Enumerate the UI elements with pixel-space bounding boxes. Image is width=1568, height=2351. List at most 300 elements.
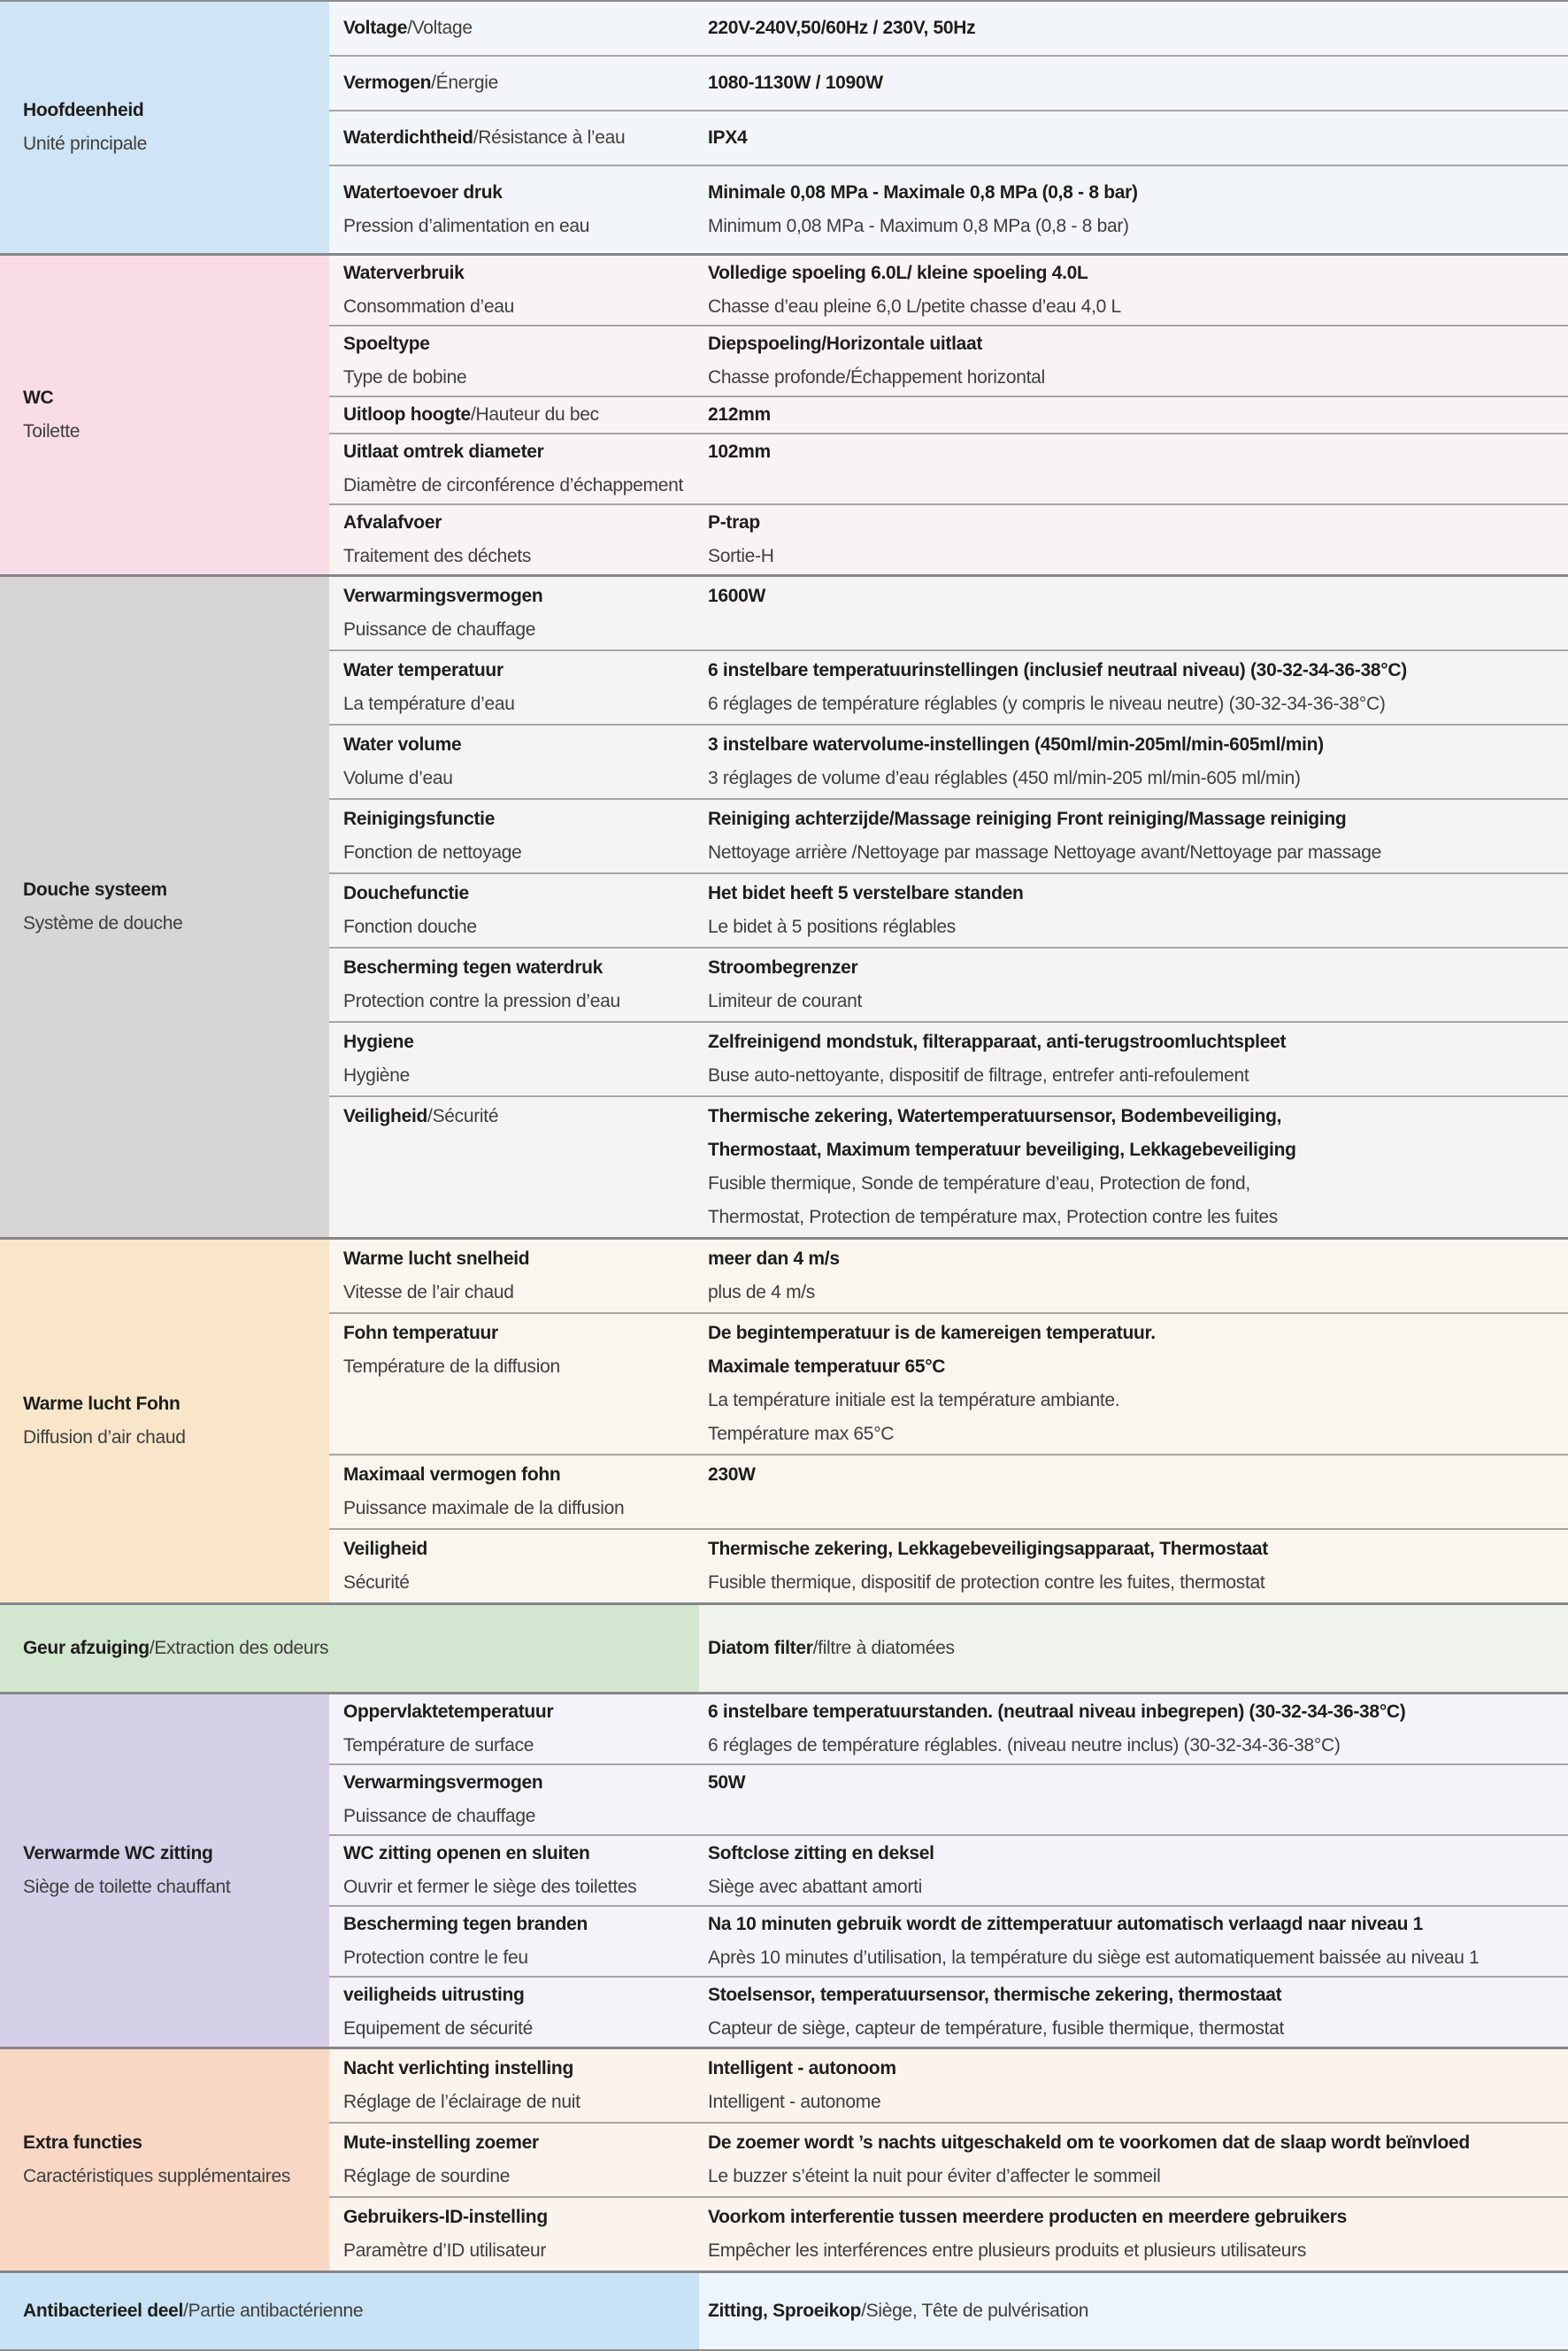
property-line <box>343 210 699 243</box>
text-segment: Siège de toilette chauffant <box>23 1877 231 1897</box>
property-cell <box>329 877 699 944</box>
value-line <box>708 121 1568 155</box>
value-line <box>708 1566 1568 1600</box>
value-cell <box>699 1766 1568 1833</box>
value-line <box>708 688 1568 721</box>
text-segment: Système de douche <box>23 913 183 933</box>
section-label <box>0 1694 329 2047</box>
text-segment: Après 10 minutes d’utilisation, la température du siège est automatiquement baissée au niveau 1 <box>708 1948 1480 1968</box>
text-segment: Warme lucht Fohn <box>23 1394 181 1414</box>
property-line <box>343 290 699 324</box>
text-segment: veiligheids uitrusting <box>343 1985 525 2005</box>
section-verwarmde-wc-zitting <box>0 1692 1568 2047</box>
text-segment: 212mm <box>708 404 771 425</box>
text-segment: /filtre à diatomées <box>812 1638 955 1658</box>
value-cell <box>699 2052 1568 2119</box>
value-line <box>708 1317 1568 1350</box>
value-line <box>708 1133 1568 1167</box>
text-segment: De zoemer wordt ’s nachts uitgeschakeld om te voorkomen dat de slaap wordt beïnvloed <box>708 2132 1470 2153</box>
property-line <box>343 1978 699 2012</box>
section-warme-lucht-fohn <box>0 1237 1568 1602</box>
text-segment: Warme lucht snelheid <box>343 1248 530 1269</box>
property-line <box>343 580 699 613</box>
property-line <box>343 435 699 469</box>
text-segment: Intelligent - autonoom <box>708 2058 896 2078</box>
text-segment: Protection contre la pression d’eau <box>343 991 620 1011</box>
property-line <box>343 877 699 910</box>
text-segment: Vitesse de l’air chaud <box>343 1282 514 1302</box>
property-cell <box>329 1695 699 1763</box>
text-segment: Sortie-H <box>708 546 774 566</box>
text-segment: meer dan 4 m/s <box>708 1248 840 1269</box>
value-line <box>708 1201 1568 1234</box>
value-line <box>708 1100 1568 1133</box>
value-cell <box>699 2201 1568 2268</box>
section-rows <box>329 577 1568 1237</box>
value-line <box>708 435 1568 469</box>
value-line <box>708 290 1568 324</box>
value-line <box>708 210 1568 243</box>
value-line <box>708 1908 1568 1941</box>
value-line <box>708 66 1568 100</box>
text-segment: P-trap <box>708 512 760 533</box>
property-cell <box>329 728 699 795</box>
spec-row <box>329 1528 1568 1602</box>
value-line <box>708 1418 1568 1451</box>
section-title-line <box>23 1632 328 1665</box>
section-label <box>0 2049 329 2270</box>
section-rows <box>329 256 1568 574</box>
value-line <box>708 951 1568 985</box>
value-line <box>708 398 1568 432</box>
text-segment: Stroombegrenzer <box>708 957 858 978</box>
text-segment: WC zitting openen en sluiten <box>343 1843 590 1863</box>
spec-row <box>329 325 1568 396</box>
text-segment: Antibacterieel deel <box>23 2301 184 2321</box>
text-segment: Intelligent - autonome <box>708 2092 881 2112</box>
property-line <box>343 951 699 985</box>
text-segment: Pression d’alimentation en eau <box>343 216 590 236</box>
value-line <box>708 2086 1568 2119</box>
spec-row <box>329 1694 1568 1763</box>
property-line <box>343 121 699 155</box>
text-segment: Limiteur de courant <box>708 991 863 1011</box>
section-title-line <box>23 1387 329 1421</box>
property-line <box>343 1566 699 1600</box>
text-segment: Waterverbruik <box>343 263 465 283</box>
value-line <box>708 1837 1568 1871</box>
value-line <box>708 836 1568 870</box>
property-line <box>343 2234 699 2268</box>
property-line <box>343 1766 699 1800</box>
spec-row <box>329 1312 1568 1454</box>
value-line <box>708 1242 1568 1276</box>
value-cell <box>699 327 1568 395</box>
property-cell <box>329 398 699 432</box>
value-cell <box>699 877 1568 944</box>
value-cell <box>699 1533 1568 1600</box>
value-cell <box>699 1695 1568 1763</box>
text-segment: Puissance de chauffage <box>343 619 536 640</box>
text-segment: Spoeltype <box>343 334 430 354</box>
text-segment: Fonction douche <box>343 917 477 937</box>
text-segment: Diatom filter <box>708 1638 813 1658</box>
section-label <box>0 256 329 574</box>
value-line <box>708 2294 1088 2328</box>
text-segment: Reiniging achterzijde/Massage reiniging Front reiniging/Massage reiniging <box>708 809 1347 829</box>
text-segment: Température max 65°C <box>708 1424 895 1444</box>
text-segment: La température initiale est la température ambiante. <box>708 1390 1120 1410</box>
property-cell <box>329 803 699 870</box>
band-value-cell <box>699 2273 1568 2349</box>
value-line <box>708 580 1568 613</box>
text-segment: /Énergie <box>431 73 498 93</box>
text-segment: Sécurité <box>343 1572 410 1593</box>
property-cell <box>329 1242 699 1310</box>
section-rows <box>329 2049 1568 2270</box>
property-cell <box>329 1100 699 1234</box>
property-cell <box>329 176 699 243</box>
text-segment: 1600W <box>708 586 766 606</box>
text-segment: Thermostaat, Maximum temperatuur beveiliging, Lekkagebeveiliging <box>708 1140 1296 1160</box>
text-segment: Le bidet à 5 positions réglables <box>708 917 956 937</box>
property-line <box>343 1941 699 1975</box>
spec-row <box>329 1240 1568 1312</box>
section-geur-afzuiging <box>0 1602 1568 1692</box>
value-line <box>708 1729 1568 1763</box>
text-segment: Ouvrir et fermer le siège des toilettes <box>343 1877 637 1897</box>
property-cell <box>329 1837 699 1904</box>
spec-row <box>329 798 1568 872</box>
property-line <box>343 2126 699 2160</box>
property-cell <box>329 121 699 155</box>
text-segment: Zitting, Sproeikop <box>708 2301 862 2321</box>
spec-row <box>329 724 1568 798</box>
value-line <box>708 1533 1568 1566</box>
value-line <box>708 1276 1568 1310</box>
text-segment: Geur afzuiging <box>23 1638 150 1658</box>
value-line <box>708 506 1568 540</box>
text-segment: Waterdichtheid <box>343 127 473 148</box>
section-title-line <box>23 94 329 127</box>
property-cell <box>329 580 699 647</box>
value-line <box>708 176 1568 210</box>
property-cell <box>329 2126 699 2193</box>
text-segment: /Sécurité <box>427 1106 499 1126</box>
section-title-line <box>23 1421 329 1455</box>
property-line <box>343 1908 699 1941</box>
property-cell <box>329 1026 699 1093</box>
property-cell <box>329 1317 699 1451</box>
text-segment: 230W <box>708 1464 756 1485</box>
text-segment: Type de bobine <box>343 367 467 388</box>
property-line <box>343 2012 699 2046</box>
text-segment: Bescherming tegen waterdruk <box>343 957 603 978</box>
text-segment: /Siège, Tête de pulvérisation <box>861 2301 1089 2321</box>
text-segment: /Hauteur du bec <box>470 404 599 425</box>
spec-row <box>329 1905 1568 1976</box>
text-segment: Hygiene <box>343 1032 414 1052</box>
text-segment: Minimale 0,08 MPa - Maximale 0,8 MPa (0,8 - 8 bar) <box>708 182 1138 203</box>
text-segment: Mute-instelling zoemer <box>343 2132 539 2153</box>
spec-row <box>329 2 1568 55</box>
text-segment: Gebruikers-ID-instelling <box>343 2207 548 2227</box>
property-line <box>343 836 699 870</box>
text-segment: 6 instelbare temperatuurinstellingen (inclusief neutraal niveau) (30-32-34-36-38°C) <box>708 660 1407 680</box>
text-segment: 50W <box>708 1772 746 1793</box>
spec-row <box>329 2196 1568 2270</box>
property-line <box>343 1059 699 1093</box>
text-segment: /Voltage <box>407 18 473 38</box>
text-segment: Maximale temperatuur 65°C <box>708 1356 946 1377</box>
value-cell <box>699 951 1568 1018</box>
text-segment: Hoofdeenheid <box>23 100 144 120</box>
section-wc <box>0 253 1568 574</box>
value-line <box>708 1871 1568 1904</box>
property-line <box>343 1242 699 1276</box>
text-segment: Verwarmde WC zitting <box>23 1843 213 1863</box>
property-cell <box>329 1533 699 1600</box>
spec-row <box>329 55 1568 110</box>
text-segment: Fohn temperatuur <box>343 1323 498 1343</box>
value-line <box>708 1941 1568 1975</box>
spec-row <box>329 503 1568 574</box>
band-label-cell <box>0 1605 699 1692</box>
property-cell <box>329 1978 699 2046</box>
text-segment: Empêcher les interférences entre plusieurs produits et plusieurs utilisateurs <box>708 2240 1307 2261</box>
spec-row <box>329 1095 1568 1237</box>
section-rows <box>329 1240 1568 1602</box>
property-line <box>343 398 699 432</box>
text-segment: Fonction de nettoyage <box>343 842 522 863</box>
section-rows <box>329 2 1568 253</box>
section-rows <box>329 1694 1568 2047</box>
value-line <box>708 762 1568 795</box>
section-label <box>0 2 329 253</box>
text-segment: Chasse d’eau pleine 6,0 L/petite chasse d’eau 4,0 L <box>708 296 1121 317</box>
spec-row <box>329 1976 1568 2047</box>
property-cell <box>329 951 699 1018</box>
value-line <box>708 1026 1568 1059</box>
text-segment: 3 instelbare watervolume-instellingen (450ml/min-205ml/min-605ml/min) <box>708 734 1324 755</box>
property-line <box>343 1695 699 1729</box>
property-line <box>343 2201 699 2234</box>
text-segment: Réglage de l’éclairage de nuit <box>343 2092 580 2112</box>
text-segment: Thermostat, Protection de température max, Protection contre les fuites <box>708 1207 1279 1227</box>
property-line <box>343 2086 699 2119</box>
text-segment: WC <box>23 388 54 408</box>
section-title-line <box>23 127 329 161</box>
property-line <box>343 66 699 100</box>
text-segment: IPX4 <box>708 127 748 148</box>
value-cell <box>699 12 1568 45</box>
property-cell <box>329 327 699 395</box>
property-line <box>343 910 699 944</box>
text-segment: Toilette <box>23 421 81 442</box>
spec-row <box>329 256 1568 325</box>
text-segment: Puissance maximale de la diffusion <box>343 1498 625 1518</box>
text-segment: Thermische zekering, Lekkagebeveiligingsapparaat, Thermostaat <box>708 1539 1268 1559</box>
property-cell <box>329 2052 699 2119</box>
value-line <box>708 877 1568 910</box>
spec-row <box>329 1021 1568 1095</box>
text-segment: Température de la diffusion <box>343 1356 560 1377</box>
value-line <box>708 2160 1568 2193</box>
property-cell <box>329 257 699 324</box>
text-segment: Het bidet heeft 5 verstelbare standen <box>708 883 1024 903</box>
value-line <box>708 2012 1568 2046</box>
text-segment: /Résistance à l’eau <box>473 127 626 148</box>
text-segment: Softclose zitting en deksel <box>708 1843 934 1863</box>
value-line <box>708 1766 1568 1800</box>
value-cell <box>699 257 1568 324</box>
property-line <box>343 2160 699 2193</box>
property-cell <box>329 66 699 100</box>
property-line <box>343 176 699 210</box>
text-segment: Réglage de sourdine <box>343 2166 511 2186</box>
value-cell <box>699 1317 1568 1451</box>
spec-row <box>329 433 1568 503</box>
text-segment: Verwarmingsvermogen <box>343 1772 543 1793</box>
property-line <box>343 469 699 503</box>
property-line <box>343 506 699 540</box>
value-cell <box>699 435 1568 503</box>
value-line <box>708 728 1568 762</box>
text-segment: Puissance de chauffage <box>343 1806 536 1826</box>
text-segment: Maximaal vermogen fohn <box>343 1464 561 1485</box>
text-segment: Oppervlaktetemperatuur <box>343 1702 554 1722</box>
text-segment: Afvalafvoer <box>343 512 442 533</box>
value-line <box>708 2234 1568 2268</box>
property-line <box>343 688 699 721</box>
value-line <box>708 2126 1568 2160</box>
text-segment: Minimum 0,08 MPa - Maximum 0,8 MPa (0,8 - 8 bar) <box>708 216 1129 236</box>
section-title-line <box>23 2126 329 2160</box>
property-cell <box>329 654 699 721</box>
text-segment: Water temperatuur <box>343 660 503 680</box>
text-segment: Volledige spoeling 6.0L/ kleine spoeling 4.0L <box>708 263 1088 283</box>
band-value-cell <box>699 1605 1568 1692</box>
value-line <box>708 2201 1568 2234</box>
property-line <box>343 1026 699 1059</box>
text-segment: Na 10 minuten gebruik wordt de zittemperatuur automatisch verlaagd naar niveau 1 <box>708 1914 1424 1934</box>
section-title-line <box>23 415 329 449</box>
section-title-line <box>23 2160 329 2193</box>
property-cell <box>329 506 699 573</box>
property-line <box>343 803 699 836</box>
text-segment: Zelfreinigend mondstuk, filterapparaat, anti-terugstroomluchtspleet <box>708 1032 1287 1052</box>
text-segment: Unité principale <box>23 134 147 154</box>
text-segment: Diamètre de circonférence d’échappement <box>343 475 684 496</box>
text-segment: Reinigingsfunctie <box>343 809 496 829</box>
value-line <box>708 654 1568 688</box>
text-segment: Stoelsensor, temperatuursensor, thermische zekering, thermostaat <box>708 1985 1282 2005</box>
property-cell <box>329 435 699 503</box>
text-segment: Siège avec abattant amorti <box>708 1877 923 1897</box>
text-segment: Paramètre d’ID utilisateur <box>343 2240 547 2261</box>
value-line <box>708 1458 1568 1492</box>
value-line <box>708 1384 1568 1418</box>
text-segment: La température d’eau <box>343 694 515 714</box>
text-segment: Diffusion d’air chaud <box>23 1427 186 1448</box>
value-line <box>708 327 1568 361</box>
value-cell <box>699 654 1568 721</box>
text-segment: Hygiène <box>343 1065 410 1086</box>
spec-row <box>329 872 1568 947</box>
text-segment: Nacht verlichting instelling <box>343 2058 573 2078</box>
value-cell <box>699 1100 1568 1234</box>
text-segment: Veiligheid <box>343 1106 428 1126</box>
text-segment: Veiligheid <box>343 1539 428 1559</box>
property-line <box>343 985 699 1018</box>
spec-row <box>329 2049 1568 2122</box>
value-cell <box>699 803 1568 870</box>
section-antibacterieel-deel <box>0 2270 1568 2349</box>
value-cell <box>699 176 1568 243</box>
property-line <box>343 540 699 573</box>
text-segment: 6 réglages de température réglables (y compris le niveau neutre) (30-32-34-36-38°C) <box>708 694 1386 714</box>
value-cell <box>699 1242 1568 1310</box>
text-segment: Volume d’eau <box>343 768 453 788</box>
value-line <box>708 803 1568 836</box>
value-cell <box>699 506 1568 573</box>
text-segment: Watertoevoer druk <box>343 182 503 203</box>
spec-row <box>329 2122 1568 2196</box>
value-cell <box>699 121 1568 155</box>
section-douche-systeem <box>0 574 1568 1237</box>
value-line <box>708 1695 1568 1729</box>
property-line <box>343 1276 699 1310</box>
text-segment: Buse auto-nettoyante, dispositif de filtrage, entrefer anti-refoulement <box>708 1065 1249 1086</box>
text-segment: Diepspoeling/Horizontale uitlaat <box>708 334 983 354</box>
spec-row <box>329 649 1568 724</box>
property-line <box>343 762 699 795</box>
text-segment: Fusible thermique, Sonde de température d’eau, Protection de fond, <box>708 1173 1250 1194</box>
text-segment: Caractéristiques supplémentaires <box>23 2166 291 2186</box>
text-segment: Voorkom interferentie tussen meerdere producten en meerdere gebruikers <box>708 2207 1348 2227</box>
value-line <box>708 12 1568 45</box>
property-line <box>343 327 699 361</box>
value-line <box>708 2052 1568 2086</box>
spec-row <box>329 1834 1568 1905</box>
spec-row <box>329 396 1568 433</box>
spec-row <box>329 577 1568 649</box>
text-segment: 102mm <box>708 442 771 462</box>
section-label <box>0 1240 329 1602</box>
property-line <box>343 257 699 290</box>
text-segment: Thermische zekering, Watertemperatuursensor, Bodembeveiliging, <box>708 1106 1282 1126</box>
text-segment: Douchefunctie <box>343 883 469 903</box>
property-line <box>343 1492 699 1525</box>
property-line <box>343 1458 699 1492</box>
value-cell <box>699 1908 1568 1975</box>
property-line <box>343 2052 699 2086</box>
value-cell <box>699 2126 1568 2193</box>
text-segment: 1080-1130W / 1090W <box>708 73 883 93</box>
text-segment: 6 instelbare temperatuurstanden. (neutraal niveau inbegrepen) (30-32-34-36-38°C) <box>708 1702 1406 1722</box>
spec-row <box>329 1763 1568 1834</box>
text-segment: Capteur de siège, capteur de température, fusible thermique, thermostat <box>708 2018 1285 2039</box>
property-line <box>343 728 699 762</box>
text-segment: Bescherming tegen branden <box>343 1914 588 1934</box>
value-line <box>708 1350 1568 1384</box>
value-line <box>708 361 1568 395</box>
text-segment: Nettoyage arrière /Nettoyage par massage Nettoyage avant/Nettoyage par massage <box>708 842 1382 863</box>
spec-row <box>329 1454 1568 1528</box>
text-segment: Uitlaat omtrek diameter <box>343 442 544 462</box>
text-segment: Uitloop hoogte <box>343 404 471 425</box>
value-line <box>708 1978 1568 2012</box>
